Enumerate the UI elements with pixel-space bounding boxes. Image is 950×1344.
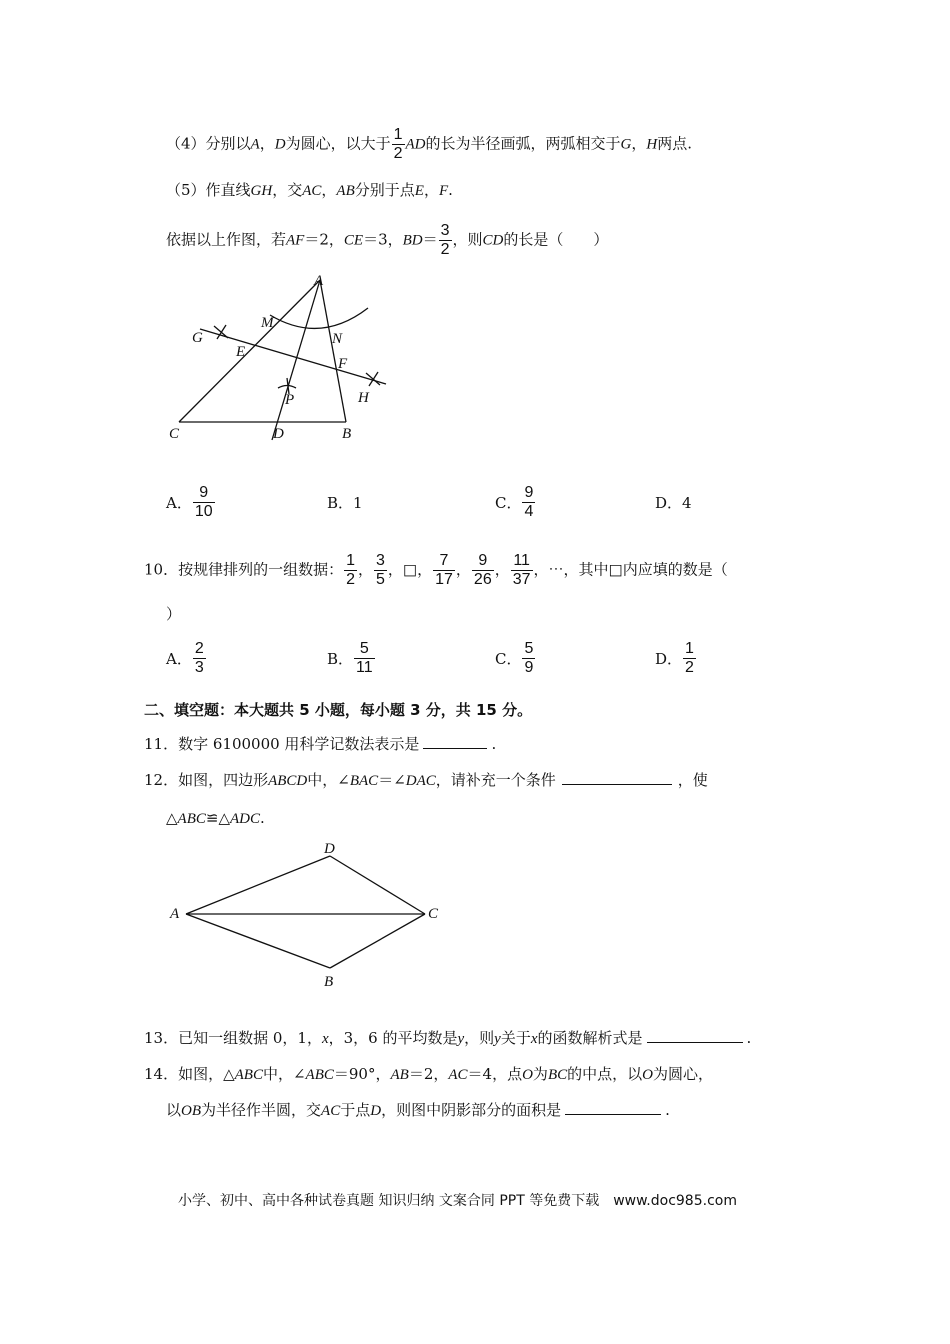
var-adc: ADC — [230, 811, 260, 827]
var-x: x — [321, 1031, 329, 1047]
step5-line — [166, 180, 453, 201]
text: △ — [166, 809, 178, 827]
q9-option-a[interactable] — [166, 484, 216, 521]
var-gh: GH — [250, 183, 273, 199]
text: ， — [631, 134, 647, 153]
q10-option-c[interactable] — [495, 640, 536, 677]
var-bac: BAC — [349, 773, 379, 789]
q10-option-a[interactable] — [166, 640, 207, 677]
text: 的长是（ ） — [503, 230, 609, 249]
denominator: 2 — [440, 241, 450, 258]
option-label: A． — [166, 494, 192, 512]
text: 的长为半径画弧，两弧相交于 — [425, 134, 621, 153]
label-c: C — [428, 906, 439, 922]
var-g: G — [620, 136, 632, 153]
var-ob: OB — [181, 1103, 202, 1119]
var-a: A — [250, 136, 260, 153]
label-b: B — [342, 426, 352, 442]
label-f: F — [338, 356, 348, 372]
text: ＝2， — [408, 1065, 449, 1083]
text: ，3，6 的平均数是 — [328, 1029, 458, 1047]
numerator: 2 — [194, 640, 204, 657]
q9-stem — [166, 222, 608, 259]
numerator: 5 — [524, 640, 534, 657]
numerator: 3 — [376, 552, 385, 569]
fraction — [511, 552, 533, 589]
text: 以 — [166, 1101, 182, 1119]
var-ce: CE — [343, 232, 364, 249]
text: ，⋯，其中□内应填的数是（ — [533, 560, 728, 579]
var-h: H — [646, 136, 658, 153]
q10-stem: 10．按规律排列的一组数据： $\frac{1}{2}$ ， $\frac{3}{5}$ ，□， $\frac{7}{17}$ ， $\frac{9}{26}$ ， $\frac{11}{37}$ ，⋯，其中□内应填的数是（ — [144, 552, 728, 588]
denominator: 26 — [473, 571, 492, 588]
var-abc: ABC — [305, 1067, 334, 1083]
geometry-figure-2 — [160, 836, 450, 996]
label-g: G — [192, 330, 203, 346]
label-c: C — [169, 426, 180, 442]
var-ac: AC — [302, 183, 322, 199]
text: ） — [166, 605, 182, 623]
text: ＝ — [422, 230, 438, 249]
numerator: 9 — [524, 484, 534, 501]
text: ，则 — [464, 1029, 495, 1047]
answer-blank[interactable] — [562, 770, 672, 785]
text: （4）分别以 — [166, 134, 251, 153]
text: . — [746, 1029, 752, 1047]
text: ≌△ — [205, 809, 230, 827]
numerator: 11 — [511, 552, 533, 571]
q13 — [144, 1028, 751, 1049]
var-ac: AC — [321, 1103, 341, 1119]
var-ad: AD — [405, 136, 426, 153]
segment-ab — [186, 914, 330, 968]
q9-option-c[interactable] — [495, 484, 536, 521]
var-cd: CD — [482, 232, 504, 249]
text: . — [491, 735, 497, 753]
var-abcd: ABCD — [268, 773, 308, 789]
label-p: P — [285, 392, 295, 408]
option-label: C． — [495, 494, 522, 512]
text: （5）作直线 — [166, 181, 251, 199]
fraction — [472, 552, 494, 589]
fraction — [522, 640, 535, 677]
label-n: N — [332, 331, 343, 347]
text: . — [448, 181, 453, 199]
fraction — [193, 640, 206, 677]
numerator: 3 — [440, 222, 450, 239]
text: 中，∠ — [307, 771, 350, 789]
segment-ad — [186, 856, 330, 914]
label-m: M — [261, 315, 274, 331]
q12-line2 — [166, 808, 265, 829]
option-label: A． — [166, 650, 192, 668]
denominator: 17 — [435, 571, 453, 588]
var-x: x — [530, 1031, 538, 1047]
label-h: H — [358, 390, 369, 406]
text: 为圆心，以大于 — [285, 134, 391, 153]
text: 中，∠ — [262, 1065, 306, 1083]
fraction — [392, 126, 405, 163]
text: ，使 — [677, 771, 708, 789]
label-a: A — [314, 273, 324, 289]
denominator: 10 — [194, 503, 213, 520]
q10-option-b[interactable] — [327, 640, 376, 677]
var-ab: AB — [390, 1067, 409, 1083]
text: 为半径作半圆，交 — [201, 1101, 322, 1119]
denominator: 9 — [524, 659, 534, 676]
option-label: B． — [327, 650, 354, 668]
arc-mn — [270, 308, 368, 328]
var-y: y — [457, 1031, 465, 1047]
q9-option-d[interactable] — [655, 492, 692, 513]
fraction — [439, 222, 452, 259]
text: ＝4，点 — [467, 1065, 523, 1083]
var-abc: ABC — [177, 811, 206, 827]
var-abc: ABC — [234, 1067, 263, 1083]
text: 两点. — [657, 134, 692, 153]
geometry-figure-1 — [160, 270, 400, 450]
q14-line1 — [144, 1064, 713, 1085]
option-label: D． — [655, 494, 683, 512]
fraction — [683, 640, 696, 677]
arc-p — [278, 386, 296, 389]
text: 的中点，以 — [567, 1065, 643, 1083]
option-value: 4 — [682, 494, 692, 512]
numerator: 7 — [433, 552, 455, 571]
fraction — [344, 552, 357, 589]
var-d: D — [370, 1103, 382, 1119]
text: ＝∠ — [378, 771, 406, 789]
denominator: 2 — [346, 571, 355, 588]
q14-line2 — [166, 1100, 670, 1121]
page-footer: 小学、初中、高中各种试卷真题 知识归纳 文案合同 PPT 等免费下载 www.doc985.com — [178, 1193, 737, 1209]
numerator: 5 — [354, 640, 375, 659]
numerator: 1 — [346, 552, 355, 569]
q9-option-b[interactable] — [327, 492, 363, 513]
var-f: F — [438, 183, 449, 199]
answer-blank[interactable] — [423, 734, 487, 749]
fraction — [374, 552, 387, 589]
text: ， — [259, 134, 275, 153]
fraction — [433, 552, 455, 589]
text: 分别于点 — [354, 181, 415, 199]
var-bd: BD — [402, 232, 423, 249]
answer-blank[interactable] — [565, 1100, 661, 1115]
fraction — [193, 484, 215, 521]
text: ， — [423, 181, 439, 199]
label-d: D — [324, 841, 335, 857]
numerator: 1 — [393, 126, 403, 143]
var-af: AF — [286, 232, 305, 249]
fraction — [354, 640, 375, 677]
text: ＝2， — [304, 230, 344, 249]
step4-line — [166, 126, 692, 163]
text: 依据以上作图，若 — [166, 230, 287, 249]
text: 14．如图，△ — [144, 1065, 235, 1083]
text: ，请补充一个条件 — [435, 771, 556, 789]
option-label: B． — [327, 494, 354, 512]
label-a: A — [170, 906, 180, 922]
denominator: 5 — [376, 571, 385, 588]
var-ac: AC — [448, 1067, 468, 1083]
denominator: 11 — [356, 659, 373, 676]
text: ，则 — [452, 230, 483, 249]
segment-dc — [330, 856, 425, 914]
var-dac: DAC — [405, 773, 436, 789]
section-heading: 二、填空题：本大题共 5 小题，每小题 3 分，共 15 分。 — [144, 701, 533, 719]
text: ＝3， — [363, 230, 403, 249]
text: ，□， — [387, 560, 433, 579]
q10-option-d[interactable] — [655, 640, 697, 677]
denominator: 2 — [393, 145, 403, 162]
segment-bc — [330, 914, 425, 968]
text: 10．按规律排列的一组数据： — [144, 560, 344, 579]
text: 11．数字 6100000 用科学记数法表示是 — [144, 735, 420, 753]
var-d: D — [274, 136, 286, 153]
var-y: y — [494, 1031, 501, 1047]
option-label: C． — [495, 650, 522, 668]
var-e: E — [414, 183, 424, 199]
text: 12．如图，四边形 — [144, 771, 269, 789]
var-o: O — [522, 1067, 533, 1083]
numerator: 1 — [685, 640, 694, 657]
label-e: E — [236, 344, 246, 360]
numerator: 9 — [193, 484, 215, 503]
option-value: 1 — [353, 494, 363, 512]
answer-blank[interactable] — [647, 1028, 743, 1043]
denominator: 2 — [685, 659, 694, 676]
option-label: D． — [655, 650, 683, 668]
label-b: B — [324, 974, 334, 990]
text: 13．已知一组数据 0，1， — [144, 1029, 322, 1047]
numerator: 9 — [472, 552, 494, 571]
text: 于点 — [340, 1101, 371, 1119]
denominator: 4 — [524, 503, 534, 520]
text: . — [665, 1101, 670, 1119]
denominator: 37 — [512, 571, 531, 588]
text: ＝90°， — [333, 1065, 391, 1083]
var-o: O — [642, 1067, 653, 1083]
fraction — [522, 484, 535, 521]
text: 的函数解析式是 — [537, 1029, 643, 1047]
text: 为 — [532, 1065, 548, 1083]
text: . — [260, 809, 265, 827]
q11 — [144, 734, 496, 754]
segment-ab — [320, 280, 346, 422]
text: ，交 — [272, 181, 303, 199]
q10-close — [166, 604, 181, 624]
denominator: 3 — [194, 659, 204, 676]
text: 为圆心， — [652, 1065, 713, 1083]
var-bc: BC — [547, 1067, 568, 1083]
label-d: D — [273, 426, 284, 442]
text: 关于 — [500, 1029, 531, 1047]
text: ， — [321, 181, 337, 199]
var-ab: AB — [336, 183, 355, 199]
q12-line1 — [144, 770, 708, 791]
text: ，则图中阴影部分的面积是 — [381, 1101, 562, 1119]
